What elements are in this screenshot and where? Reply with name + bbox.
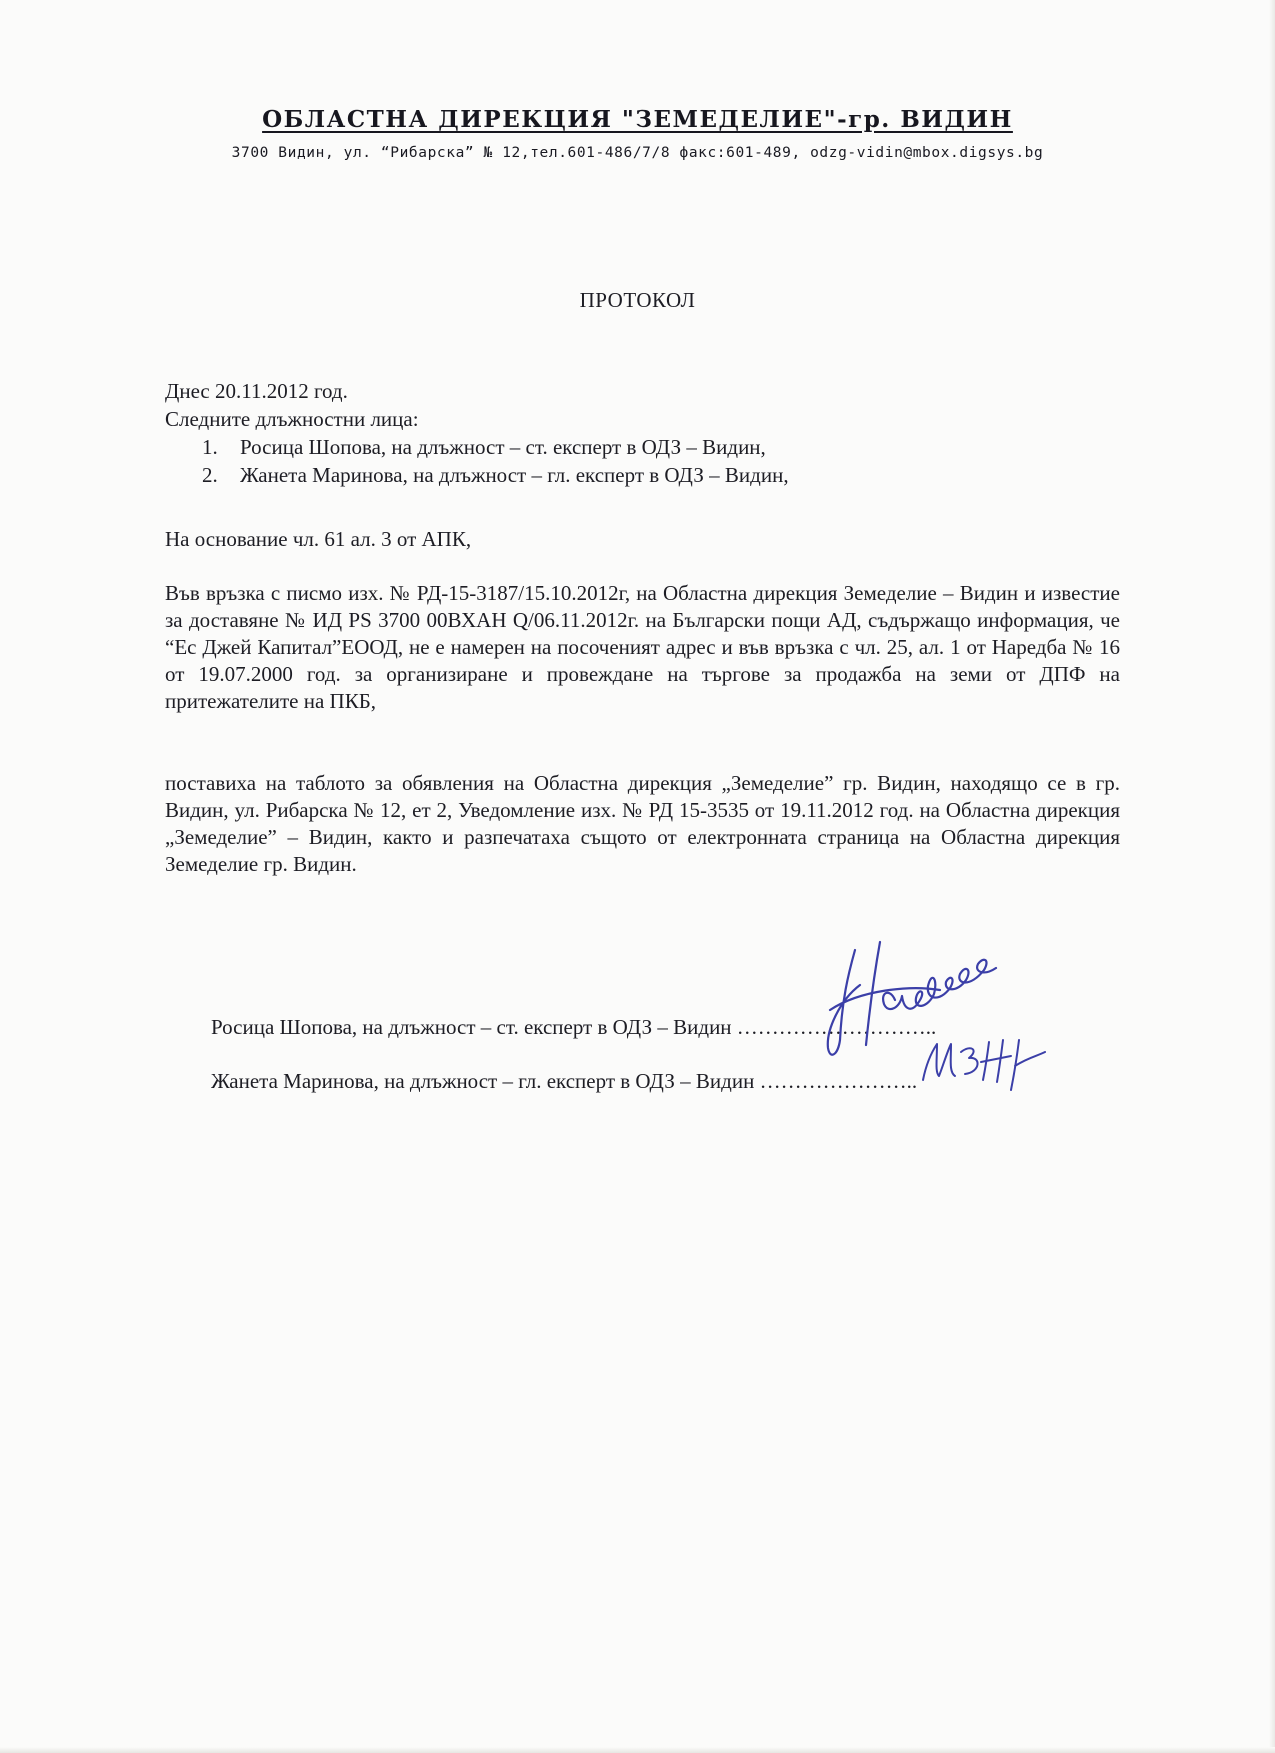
signature-line-1: Росица Шопова, на длъжност – ст. експерт в ОДЗ – Видин ……………………….. — [211, 1015, 937, 1039]
signature-line-2: Жанета Маринова, на длъжност – гл. експерт в ОДЗ – Видин ………………….. — [211, 1069, 918, 1093]
handwritten-signature-2 — [915, 1030, 1055, 1100]
paragraph-reference: Във връзка с писмо изх. № РД-15-3187/15.10.2012г, на Областна дирекция Земеделие – Видин и известие за доставяне № ИД PS 3700 00ВХАН Q/06.11.2012г. на Български пощи АД, съдържащо информация, че “Ес Джей Капитал”ЕООД, не е намерен на посоченият адрес и във връзка с чл. 25, ал. 1 от Наредба № 16 от 19.07.2000 год. за организиране и провеждане на търгове за продажба на земи от ДПФ на притежателите на ПКБ, — [165, 581, 1120, 713]
official-1-number: 1. — [202, 435, 218, 459]
official-2-text: Жанета Маринова, на длъжност – гл. експерт в ОДЗ – Видин, — [240, 463, 789, 487]
scan-edge-right — [1269, 0, 1275, 1753]
paragraph-action: поставиха на таблото за обявления на Областна дирекция „Земеделие” гр. Видин, находящо се в гр. Видин, ул. Рибарска № 12, ет 2, Уведомление изх. № РД 15-3535 от 19.11.2012 год. на Областна дирекция „Земеделие” – Видин, както и разпечатаха същото от електронната страница на Областна дирекция Земеделие гр. Видин. — [165, 771, 1120, 876]
scan-edge-bottom — [0, 1747, 1275, 1753]
official-2-number: 2. — [202, 463, 218, 487]
legal-basis: На основание чл. 61 ал. 3 от АПК, — [165, 527, 472, 551]
date-line: Днес 20.11.2012 год. — [165, 379, 348, 403]
document-title: ПРОТОКОЛ — [579, 288, 696, 312]
institution-title: ОБЛАСТНА ДИРЕКЦИЯ "ЗЕМЕДЕЛИЕ"-гр. ВИДИН — [262, 106, 1013, 133]
institution-address: 3700 Видин, ул. “Рибарска” № 12,тел.601-486/7/8 факс:601-489, odzg-vidin@mbox.digsys.bg — [231, 145, 1044, 161]
officials-intro: Следните длъжностни лица: — [165, 407, 419, 431]
official-1-text: Росица Шопова, на длъжност – ст. експерт в ОДЗ – Видин, — [240, 435, 766, 459]
